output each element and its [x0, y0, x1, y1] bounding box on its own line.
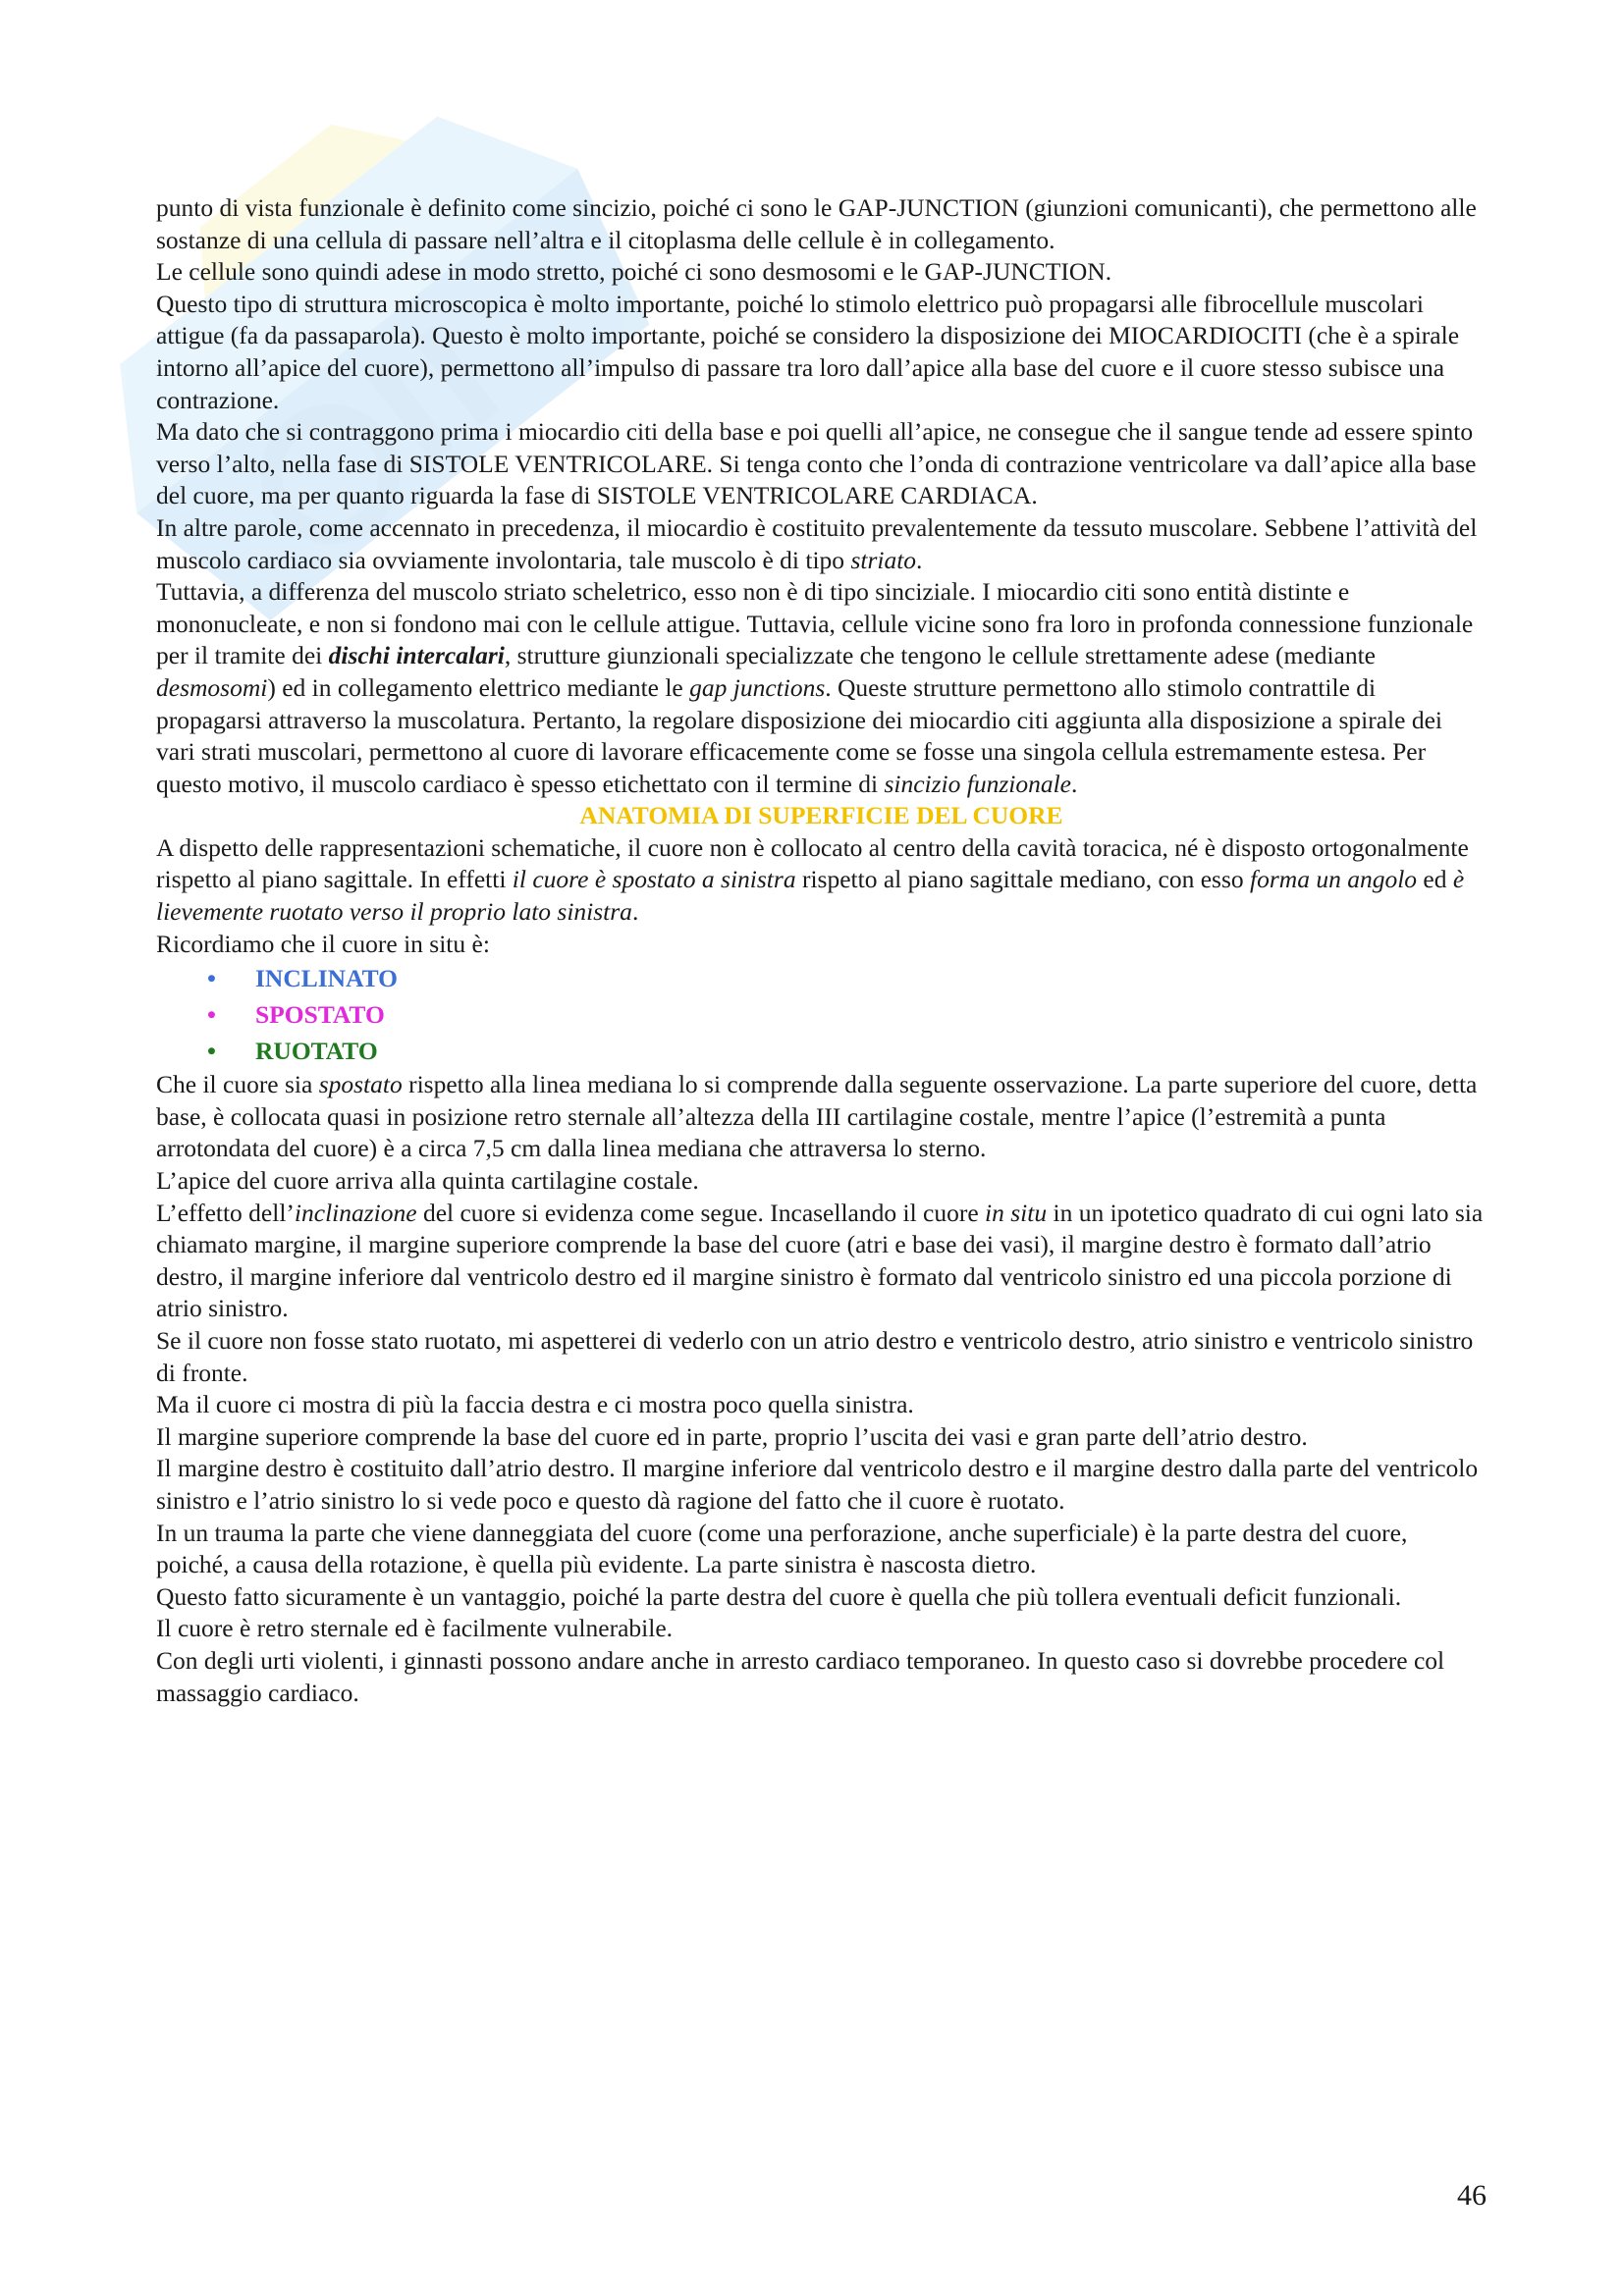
bullet-list: [156, 960, 1487, 1069]
paragraph-dischi-intercalari: [156, 576, 1487, 800]
italic-term: in situ: [985, 1198, 1048, 1227]
text-run: rispetto alla linea mediana lo si comprende dalla seguente osservazione. La parte superiore del cuore, detta base, è collocata quasi in posizione retro sternale all’altezza della III cartilagine costale, mentre l’apice (l’estremità a punta arrotondata del cuore) è a circa 7,5 cm dalla linea mediana che attraversa lo sterno.: [156, 1070, 1478, 1163]
bold-italic-term: [329, 641, 505, 669]
paragraph-trauma: In un trauma la parte che viene danneggiata del cuore (come una perforazione, anche superficiale) è la parte destra del cuore, poiché, a causa della rotazione, è quella più evidente. La parte sinistra è nascosta dietro.: [156, 1518, 1408, 1579]
text-run: . Queste strutture permettono allo stimolo contrattile di propagarsi attraverso la muscolatura. Pertanto, la regolare disposizione dei miocardio citi aggiunta alla disposizione a spirale dei vari strati muscolari, permettono al cuore di lavorare efficacemente come se fosse una singola cellula estremamente estesa. Per questo motivo, il muscolo cardiaco è spesso etichettato con il termine di: [156, 672, 1442, 798]
paragraph-inclinazione: [156, 1198, 1487, 1325]
bullet-dot-icon: •: [207, 1037, 216, 1066]
text-run: ed: [1417, 865, 1453, 894]
text-run: rispetto al piano sagittale mediano, con esso: [795, 865, 1251, 894]
text-run: A dispetto delle rappresentazioni schematiche, il cuore non è collocato al centro della cavità toracica, né è disposto ortogonalmente rispetto al piano sagittale. In effetti: [156, 832, 1469, 894]
italic-term: il cuore è spostato a sinistra: [512, 865, 796, 894]
bullet-dot-icon: •: [207, 1000, 216, 1030]
paragraph-struttura: Questo tipo di struttura microscopica è molto importante, poiché lo stimolo elettrico può propagarsi alle fibrocellule muscolari attigue (fa da passaparola). Questo è molto importante, poiché se considero la disposizione dei MIOCARDIOCITI (che è a spirale intorno all’apice del cuore), permettono all’impulso di passare tra loro dall’apice alla base del cuore e il cuore stesso subisce una contrazione.: [156, 289, 1460, 414]
bullet-dot-icon: •: [207, 964, 216, 993]
italic-term: inclinazione: [294, 1198, 417, 1227]
italic-term: spostato: [318, 1070, 403, 1099]
paragraph-vulnerabile: Il cuore è retro sternale ed è facilmente vulnerabile.: [156, 1614, 674, 1643]
text-run: , strutture giunzionali specializzate che tengono le cellule strettamente adese (mediante: [504, 641, 1377, 670]
paragraph-contrazione: Ma dato che si contraggono prima i miocardio citi della base e poi quelli all’apice, ne consegue che il sangue tende ad essere spinto verso l’alto, nella fase di SISTOLE VENTRICOLARE. Si tenga conto che l’onda di contrazione ventricolare va dall’apice alla base del cuore, ma per quanto riguarda la fase di SISTOLE VENTRICOLARE CARDIACA.: [156, 417, 1477, 510]
text-run: .: [1071, 769, 1078, 798]
paragraph-margine-destro: Il margine destro è costituito dall’atrio destro. Il margine inferiore dal ventricolo destro e il margine destro dalla parte del ventricolo sinistro e l’atrio sinistro lo si vede poco e questo dà ragione del fatto che il cuore è ruotato.: [156, 1454, 1479, 1515]
text-run: ) ed in collegamento elettrico mediante le: [267, 672, 690, 702]
list-item-label: INCLINATO: [255, 964, 399, 993]
italic-term: gap junctions: [689, 672, 826, 702]
text-run: del cuore si evidenza come segue. Incasellando il cuore: [416, 1198, 986, 1227]
paragraph-vantaggio: Questo fatto sicuramente è un vantaggio, poiché la parte destra del cuore è quella che più tollera eventuali deficit funzionali.: [156, 1581, 1402, 1611]
italic-term: forma un angolo: [1250, 865, 1418, 894]
paragraph-striato: [156, 512, 1487, 576]
paragraph-spostato: [156, 1069, 1487, 1165]
text-run: .: [916, 545, 923, 574]
italic-term: è lievemente ruotato verso il proprio lato sinistra: [156, 865, 1465, 927]
paragraph-sincizio: punto di vista funzionale è definito come sincizio, poiché ci sono le GAP-JUNCTION (giunzioni comunicanti), che permettono alle sostanze di una cellula di passare nell’altra e il citoplasma delle cellule è in collegamento.: [156, 193, 1477, 254]
list-item-inclinato: [156, 960, 1487, 996]
italic-term: sincizio funzionale: [884, 769, 1071, 798]
text-run: Tuttavia, a differenza del muscolo striato scheletrico, esso non è di tipo sinciziale. I miocardio citi sono entità distinte e mononucleate, e non si fondono mai con le cellule attigue. Tuttavia, cellule vicine sono fra loro in profonda connessione funzionale per il tramite dei: [156, 577, 1474, 670]
paragraph-urti: Con degli urti violenti, i ginnasti possono andare anche in arresto cardiaco temporaneo. In questo caso si dovrebbe procedere col massaggio cardiaco.: [156, 1645, 1445, 1707]
paragraph-margine-superiore: Il margine superiore comprende la base del cuore ed in parte, proprio l’uscita dei vasi e gran parte dell’atrio destro.: [156, 1421, 1308, 1451]
italic-term: desmosomi: [156, 672, 268, 702]
paragraph-ruotato: Se il cuore non fosse stato ruotato, mi aspetterei di vederlo con un atrio destro e ventricolo destro, atrio sinistro e ventricolo sinistro di fronte.: [156, 1326, 1474, 1387]
paragraph-apice: L’apice del cuore arriva alla quinta cartilagine costale.: [156, 1166, 699, 1196]
text-run: In altre parole, come accennato in precedenza, il miocardio è costituito prevalentemente da tessuto muscolare. Sebbene l’attività del muscolo cardiaco sia ovviamente involontaria, tale muscolo è di tipo: [156, 512, 1478, 574]
paragraph-dispetto: [156, 832, 1487, 929]
page-number: 46: [1457, 2179, 1487, 2212]
text-run: in un ipotetico quadrato di cui ogni lato sia chiamato margine, il margine superiore comprende la base del cuore (atri e base dei vasi), il margine destro è formato dall’atrio destro, il margine inferiore dal ventricolo destro ed il margine sinistro è formato dal ventricolo sinistro ed una piccola porzione di atrio sinistro.: [156, 1198, 1484, 1323]
list-item-label: SPOSTATO: [255, 1000, 385, 1030]
italic-term: striato: [850, 545, 917, 574]
list-item-ruotato: [156, 1033, 1487, 1069]
dischi-intercalari-term: dischi intercalari: [328, 641, 505, 670]
text-run: Che il cuore sia: [156, 1070, 319, 1099]
paragraph-faccia-destra: Ma il cuore ci mostra di più la faccia destra e ci mostra poco quella sinistra.: [156, 1390, 914, 1419]
document-body: [156, 192, 1487, 1709]
list-item-label: RUOTATO: [255, 1037, 378, 1066]
section-heading: ANATOMIA DI SUPERFICIE DEL CUORE: [579, 801, 1063, 830]
text-run: L’effetto dell’: [156, 1198, 295, 1227]
text-run: .: [631, 897, 639, 927]
paragraph-ricordiamo: Ricordiamo che il cuore in situ è:: [156, 929, 490, 958]
list-item-spostato: [156, 996, 1487, 1033]
paragraph-adese: Le cellule sono quindi adese in modo stretto, poiché ci sono desmosomi e le GAP-JUNCTION.: [156, 257, 1112, 287]
